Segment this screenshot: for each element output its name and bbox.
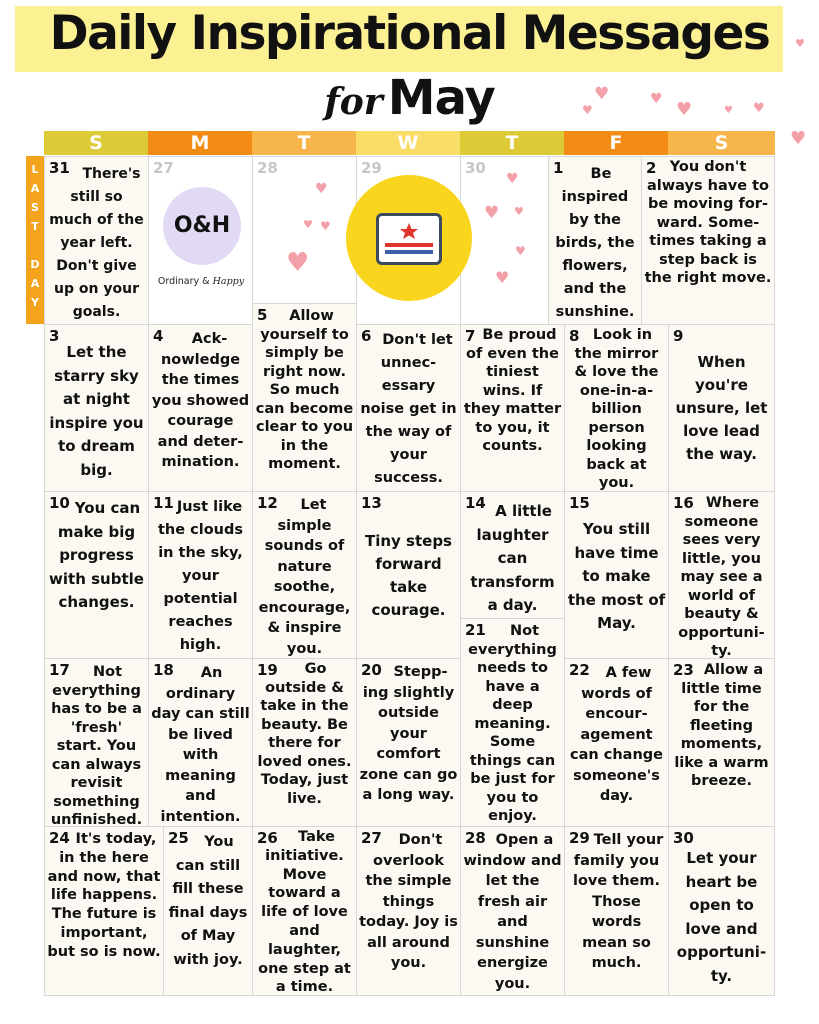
day-cell-15: 15 You still have time to make the most of May. xyxy=(564,491,669,659)
day-message: Stepp- ing slightly outside your comfort zone can go a long way. xyxy=(359,664,458,803)
day-cell-18: 18 An ordinary day can still be lived with meaning and intention. xyxy=(148,658,253,827)
day-message: Allow yourself to simply be right now. So much can become clear to you in the moment. xyxy=(255,308,354,472)
day-cell-11: 11 Just like the clouds in the sky, your potential reaches high. xyxy=(148,491,253,659)
day-cell-3: 3 Let the starry sky at night inspire you to dream big. xyxy=(44,324,149,492)
day-cell-21: 21 Not everything needs to have a deep meaning. Some things can be just for you to enjoy. xyxy=(460,618,565,827)
day-cell-29-prev: 29 xyxy=(356,156,461,325)
weekday-tue: T xyxy=(252,131,356,155)
day-message: Let simple sounds of nature soothe, encourage, & inspire you. xyxy=(258,497,351,657)
weekday-sat: S xyxy=(668,131,775,155)
heart-icon: ♥ xyxy=(303,218,313,231)
day-cell-19: 19 Go outside & take in the beauty. Be there for loved ones. Today, just live. xyxy=(252,658,357,827)
day-cell-30: 30 Let your heart be open to love and opportuni- ty. xyxy=(668,826,775,996)
day-message: When you're unsure, let love lead the way. xyxy=(675,353,768,463)
day-message: You can still fill these final days of May with joy. xyxy=(168,834,248,968)
day-message: Ack- nowledge the times you showed courage and deter- mination. xyxy=(151,331,250,470)
day-cell-31-prev: 31 There's still so much of the year left. Don't give up on your goals. xyxy=(44,156,149,325)
day-message: You can make big progress with subtle changes. xyxy=(49,499,144,611)
day-message: Let the starry sky at night inspire you to dream big. xyxy=(49,343,144,479)
heart-icon: ♥ xyxy=(753,101,765,116)
day-cell-26: 26 Take initiative. Move toward a life of love and laughter, one step at a time. xyxy=(252,826,357,996)
heart-icon: ♥ xyxy=(514,205,524,218)
day-cell-16: 16 Where someone sees very little, you may see a world of beauty & opportuni- ty. xyxy=(668,491,775,659)
day-message: Look in the mirror & love the one-in-a- billion person looking back at you. xyxy=(574,327,659,491)
day-cell-20: 20 Stepp- ing slightly outside your comfort zone can go a long way. xyxy=(356,658,461,827)
flag-icon xyxy=(379,216,439,262)
flag-badge-icon xyxy=(376,213,442,265)
day-message: Don't let unnec- essary noise get in the way of your success. xyxy=(360,332,457,486)
weekday-sun: S xyxy=(44,131,148,155)
day-message: You don't always have to be moving for- ward. Some- times taking a step back is the right move. xyxy=(644,159,772,286)
day-message: Go outside & take in the beauty. Be there for loved ones. Today, just live. xyxy=(257,661,352,807)
day-cell-17: 17 Not everything has to be a 'fresh' start. You can always revisit something unfinished. xyxy=(44,658,149,827)
heart-icon: ♥ xyxy=(484,203,500,223)
weekday-thu: T xyxy=(460,131,564,155)
day-cell-14: 14 A little laughter can transform a day. xyxy=(460,491,565,619)
day-message: Not everything has to be a 'fresh' start. You can always revisit something unfinished. xyxy=(50,664,143,827)
brand-logo: O&H xyxy=(163,187,241,265)
day-cell-28: 28 Open a window and let the fresh air and sunshine energize you. xyxy=(460,826,565,996)
day-cell-8: 8 Look in the mirror & love the one-in-a- billion person looking back at you. xyxy=(564,324,669,492)
day-cell-13: 13 Tiny steps forward take courage. xyxy=(356,491,461,659)
day-cell-2: 2 You don't always have to be moving for- ward. Some- times taking a step back is the right move. xyxy=(641,156,775,325)
day-message: A few words of encour- agement can change someone's day. xyxy=(570,665,663,804)
subtitle-month: May xyxy=(387,70,495,126)
page-title: Daily Inspirational Messages xyxy=(49,6,770,61)
day-message: Not everything needs to have a deep meaning. Some things can be just for you to enjoy. xyxy=(468,623,557,824)
last-day-tab: L A S T D A Y xyxy=(26,156,44,324)
day-cell-9: 9 When you're unsure, let love lead the way. xyxy=(668,324,775,492)
weekday-fri: F xyxy=(564,131,668,155)
brand-name: Ordinary & Happy xyxy=(157,276,245,287)
heart-icon: ♥ xyxy=(315,181,328,197)
day-message: Don't overlook the simple things today. Joy is all around you. xyxy=(359,832,458,971)
weekday-wed: W xyxy=(356,131,460,155)
day-message: An ordinary day can still be lived with meaning and intention. xyxy=(151,665,250,825)
day-cell-12: 12 Let simple sounds of nature soothe, encourage, & inspire you. xyxy=(252,491,357,659)
day-message: Let your heart be open to love and opportuni- ty. xyxy=(676,849,767,985)
day-message: Be proud of even the tiniest wins. If they matter to you, it counts. xyxy=(463,327,562,454)
day-cell-22: 22 A few words of encour- agement can change someone's day. xyxy=(564,658,669,827)
day-message: Just like the clouds in the sky, your potential reaches high. xyxy=(158,499,243,653)
day-message: Tiny steps forward take courage. xyxy=(365,532,452,619)
heart-icon: ♥ xyxy=(650,91,663,107)
day-message: Tell your family you love them. Those words mean so much. xyxy=(573,832,664,971)
day-message: It's today, in the here and now, that life happens. The future is important, but so is now. xyxy=(47,831,161,960)
heart-icon: ♥ xyxy=(506,171,519,187)
day-cell-4: 4 Ack- nowledge the times you showed courage and deter- mination. xyxy=(148,324,253,492)
day-cell-5: 5 Allow yourself to simply be right now. So much can become clear to you in the moment. xyxy=(252,303,357,492)
day-cell-10: 10 You can make big progress with subtle changes. xyxy=(44,491,149,659)
day-cell-7: 7 Be proud of even the tiniest wins. If they matter to you, it counts. xyxy=(460,324,565,492)
weekday-mon: M xyxy=(148,131,252,155)
heart-icon: ♥ xyxy=(795,37,805,50)
day-message: Open a window and let the fresh air and sunshine energize you. xyxy=(463,832,562,992)
heart-icon: ♥ xyxy=(320,219,331,233)
day-cell-28-prev: 28 xyxy=(252,156,357,304)
day-cell-24: 24 It's today, in the here and now, that life happens. The future is important, but so is now. xyxy=(44,826,164,996)
day-message: You still have time to make the most of May. xyxy=(567,520,666,632)
heart-icon: ♥ xyxy=(582,103,593,117)
day-message: Allow a little time for the fleeting moments, like a warm breeze. xyxy=(674,662,769,789)
day-cell-29: 29 Tell your family you love them. Those words mean so much. xyxy=(564,826,669,996)
day-cell-23: 23 Allow a little time for the fleeting moments, like a warm breeze. xyxy=(668,658,775,827)
heart-icon: ♥ xyxy=(594,84,610,104)
page-subtitle xyxy=(0,70,819,126)
subtitle-for: for xyxy=(324,81,383,123)
day-cell-1: 1 Be inspired by the birds, the flowers, and the sunshine. xyxy=(548,156,642,325)
day-cell-6: 6 Don't let unnec- essary noise get in the way of your success. xyxy=(356,324,461,492)
day-cell-27: 27 Don't overlook the simple things today. Joy is all around you. xyxy=(356,826,461,996)
day-cell-27-prev: 27 xyxy=(148,156,253,325)
day-message: There's still so much of the year left. Don't give up on your goals. xyxy=(49,166,144,320)
heart-icon: ♥ xyxy=(790,128,807,149)
day-message: Take initiative. Move toward a life of love and laughter, one step at a time. xyxy=(258,829,351,996)
day-cell-25: 25 You can still fill these final days of May with joy. xyxy=(163,826,253,996)
day-message: A little laughter can transform a day. xyxy=(470,502,555,614)
heart-icon: ♥ xyxy=(676,99,693,120)
heart-icon: ♥ xyxy=(495,268,510,287)
heart-icon: ♥ xyxy=(286,248,310,278)
heart-icon: ♥ xyxy=(724,105,733,116)
heart-icon: ♥ xyxy=(515,244,526,258)
day-message: Be inspired by the birds, the flowers, and the sunshine. xyxy=(555,166,635,320)
day-cell-30-prev: 30 xyxy=(460,156,565,325)
day-message: Where someone sees very little, you may see a world of beauty & opportuni- ty. xyxy=(678,495,765,659)
